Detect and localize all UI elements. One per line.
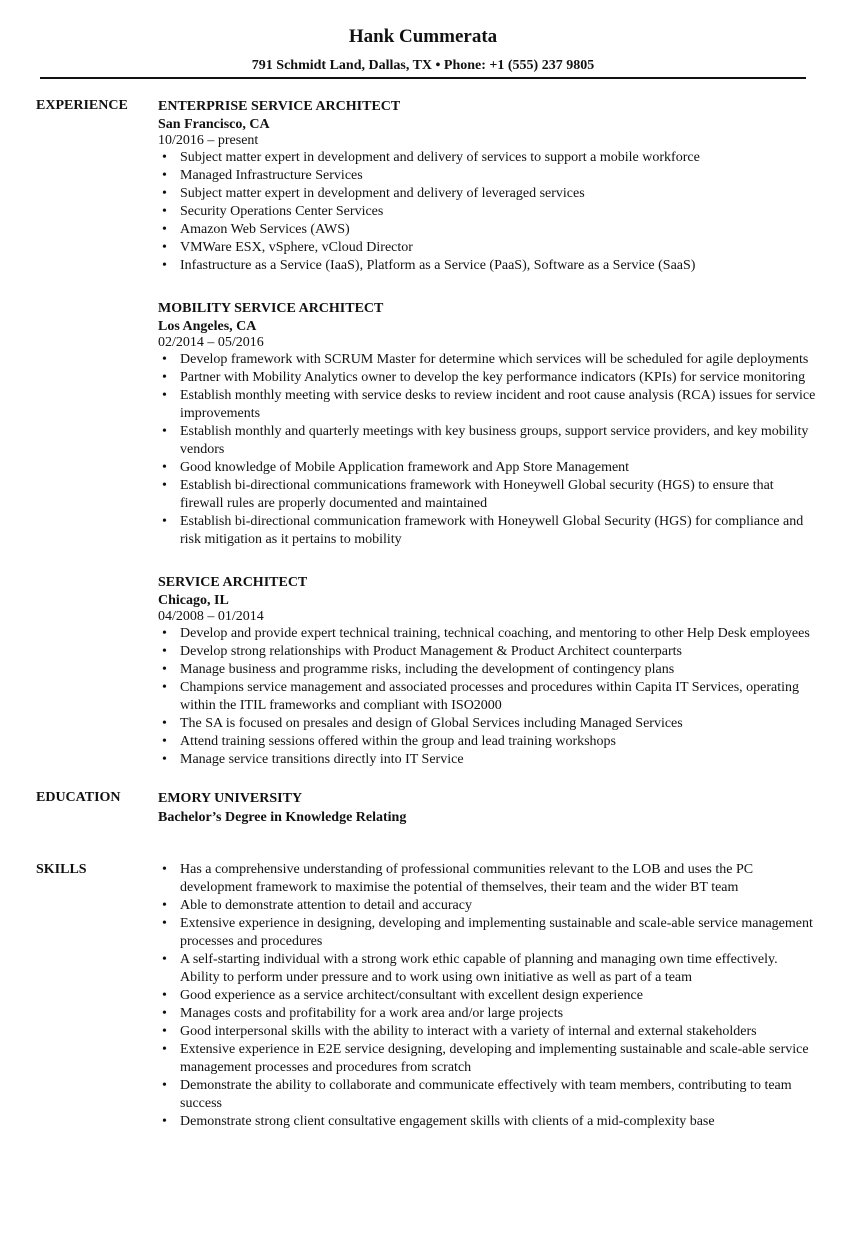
- list-item: • Develop framework with SCRUM Master for determine which services will be scheduled for agile deployments: [158, 351, 818, 369]
- list-item: • Manage business and programme risks, including the development of contingency plans: [158, 661, 818, 679]
- list-item: • The SA is focused on presales and design of Global Services including Managed Services: [158, 715, 818, 733]
- job-dates: 02/2014 – 05/2016: [158, 335, 264, 350]
- job-title: MOBILITY SERVICE ARCHITECT: [158, 301, 384, 316]
- job-bullets: [158, 625, 818, 769]
- list-item: • Managed Infrastructure Services: [158, 167, 818, 185]
- job-location: San Francisco, CA: [158, 117, 270, 132]
- list-item: • Manage service transitions directly into IT Service: [158, 751, 818, 769]
- list-item: • VMWare ESX, vSphere, vCloud Director: [158, 239, 818, 257]
- list-item: • Manages costs and profitability for a work area and/or large projects: [158, 1005, 818, 1023]
- section-label-experience: EXPERIENCE: [36, 98, 128, 113]
- list-item: • Demonstrate strong client consultative engagement skills with clients of a mid-complexity base: [158, 1113, 818, 1131]
- skills-list: [158, 861, 818, 1131]
- list-item: • Infastructure as a Service (IaaS), Platform as a Service (PaaS), Software as a Service (SaaS): [158, 257, 818, 275]
- school-name: EMORY UNIVERSITY: [158, 791, 303, 806]
- list-item: • Establish monthly and quarterly meetings with key business groups, support service providers, and key mobility vendors: [158, 423, 818, 459]
- list-item: • Develop and provide expert technical training, technical coaching, and mentoring to other Help Desk employees: [158, 625, 818, 643]
- list-item: • Champions service management and associated processes and procedures within Capita IT Services, operating within the ITIL frameworks and compliant with ISO2000: [158, 679, 818, 715]
- job-entry: [158, 299, 818, 549]
- experience-section: [0, 97, 846, 769]
- list-item: • Establish monthly meeting with service desks to review incident and root cause analysis (RCA) issues for service improvements: [158, 387, 818, 423]
- list-item: • Establish bi-directional communications framework with Honeywell Global security (HGS) to ensure that firewall rules are properly documented and maintained: [158, 477, 818, 513]
- list-item: • Good interpersonal skills with the ability to interact with a variety of internal and external stakeholders: [158, 1023, 818, 1041]
- job-dates: 04/2008 – 01/2014: [158, 609, 264, 624]
- job-title: SERVICE ARCHITECT: [158, 575, 308, 590]
- list-item: • Subject matter expert in development and delivery of leveraged services: [158, 185, 818, 203]
- skills-section: [0, 861, 846, 1131]
- resume-header: [0, 24, 846, 75]
- list-item: • Establish bi-directional communication framework with Honeywell Global Security (HGS) for compliance and risk mitigation as it pertains to mobility: [158, 513, 818, 549]
- contact-line: 791 Schmidt Land, Dallas, TX • Phone: +1 (555) 237 9805: [251, 58, 595, 73]
- list-item: • Extensive experience in designing, developing and implementing sustainable and scale-able service management processes and procedures: [158, 915, 818, 951]
- job-title: ENTERPRISE SERVICE ARCHITECT: [158, 99, 401, 114]
- job-entry: [158, 97, 818, 275]
- list-item: • Subject matter expert in development and delivery of services to support a mobile workforce: [158, 149, 818, 167]
- job-dates: 10/2016 – present: [158, 133, 259, 148]
- education-section: [0, 789, 846, 827]
- list-item: • Extensive experience in E2E service designing, developing and implementing sustainable and scale-able service management processes and procedures from scratch: [158, 1041, 818, 1077]
- list-item: • A self-starting individual with a strong work ethic capable of planning and managing own time effectively. Ability to perform under pressure and to work using own initiative as well as part of a team: [158, 951, 818, 987]
- list-item: • Attend training sessions offered within the group and lead training workshops: [158, 733, 818, 751]
- list-item: • Able to demonstrate attention to detail and accuracy: [158, 897, 818, 915]
- list-item: • Demonstrate the ability to collaborate and communicate effectively with team members, contributing to team success: [158, 1077, 818, 1113]
- section-label-education: EDUCATION: [36, 790, 121, 805]
- degree: Bachelor’s Degree in Knowledge Relating: [158, 810, 407, 825]
- job-location: Los Angeles, CA: [158, 319, 257, 334]
- job-location: Chicago, IL: [158, 593, 229, 608]
- list-item: • Amazon Web Services (AWS): [158, 221, 818, 239]
- resume-body: [0, 97, 846, 1131]
- section-label-skills: SKILLS: [36, 862, 87, 877]
- header-divider: [40, 77, 806, 79]
- list-item: • Has a comprehensive understanding of professional communities relevant to the LOB and uses the PC development framework to maximise the potential of themselves, their team and the wider BT team: [158, 861, 818, 897]
- list-item: • Partner with Mobility Analytics owner to develop the key performance indicators (KPIs) for service monitoring: [158, 369, 818, 387]
- experience-list: [158, 97, 818, 769]
- job-bullets: [158, 351, 818, 549]
- job-bullets: [158, 149, 818, 275]
- job-entry: [158, 573, 818, 769]
- candidate-name: Hank Cummerata: [348, 26, 498, 47]
- list-item: • Develop strong relationships with Product Management & Product Architect counterparts: [158, 643, 818, 661]
- list-item: • Security Operations Center Services: [158, 203, 818, 221]
- list-item: • Good experience as a service architect/consultant with excellent design experience: [158, 987, 818, 1005]
- list-item: • Good knowledge of Mobile Application framework and App Store Management: [158, 459, 818, 477]
